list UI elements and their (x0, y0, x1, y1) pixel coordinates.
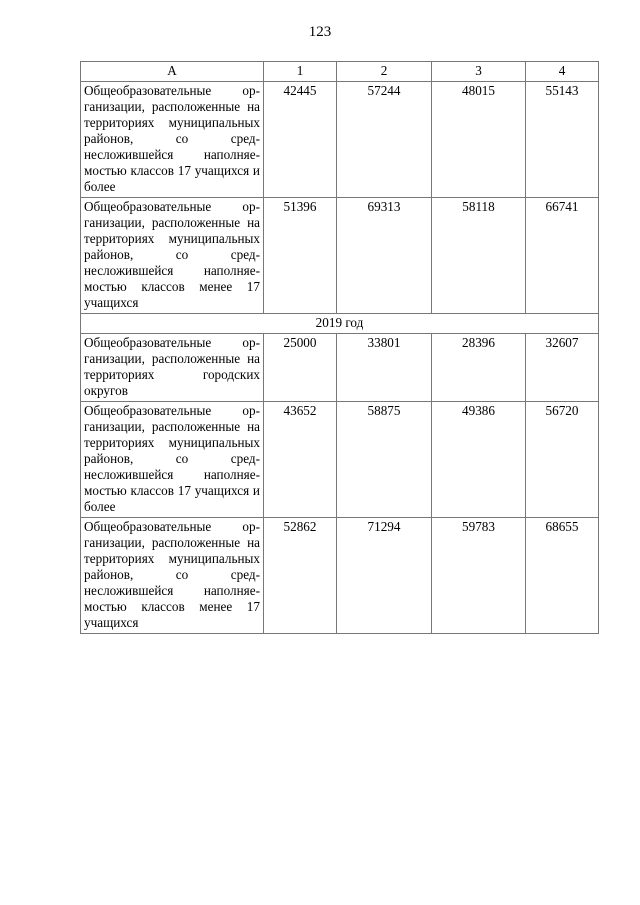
table-row (81, 334, 599, 402)
table-row (81, 82, 599, 198)
table-row (81, 198, 599, 314)
table-cell: 43652 (264, 402, 337, 518)
table-cell: 68655 (526, 518, 599, 634)
table-cell: 42445 (264, 82, 337, 198)
column-header-1: 1 (264, 62, 337, 82)
table-cell: 58118 (432, 198, 526, 314)
row-label: Общеобразовательные организации, расположенные на территориях муниципальных районов, со среднесложившейся наполняемостью классов 17 учащихся и более (81, 82, 264, 198)
table-cell: 55143 (526, 82, 599, 198)
table-row (81, 402, 599, 518)
table-cell: 48015 (432, 82, 526, 198)
year-label: 2019 год (81, 314, 599, 334)
column-header-a: А (81, 62, 264, 82)
table-cell: 25000 (264, 334, 337, 402)
page-number: 123 (308, 24, 332, 40)
table-cell: 69313 (337, 198, 432, 314)
table-cell: 52862 (264, 518, 337, 634)
row-label: Общеобразовательные организации, расположенные на территориях муниципальных районов, со среднесложившейся наполняемостью классов менее 17 учащихся (81, 518, 264, 634)
year-row (81, 314, 599, 334)
row-label: Общеобразовательные организации, расположенные на территориях городских округов (81, 334, 264, 402)
table-cell: 56720 (526, 402, 599, 518)
table-row (81, 518, 599, 634)
row-label: Общеобразовательные организации, расположенные на территориях муниципальных районов, со среднесложившейся наполняемостью классов менее 17 учащихся (81, 198, 264, 314)
header-row (81, 62, 599, 82)
table-cell: 71294 (337, 518, 432, 634)
table-cell: 28396 (432, 334, 526, 402)
table-cell: 49386 (432, 402, 526, 518)
table-cell: 58875 (337, 402, 432, 518)
column-header-4: 4 (526, 62, 599, 82)
row-label: Общеобразовательные организации, расположенные на территориях муниципальных районов, со среднесложившейся наполняемостью классов 17 учащихся и более (81, 402, 264, 518)
data-table (80, 61, 599, 634)
table-cell: 66741 (526, 198, 599, 314)
table-cell: 59783 (432, 518, 526, 634)
column-header-3: 3 (432, 62, 526, 82)
table-cell: 32607 (526, 334, 599, 402)
table-cell: 51396 (264, 198, 337, 314)
table-cell: 57244 (337, 82, 432, 198)
column-header-2: 2 (337, 62, 432, 82)
table-cell: 33801 (337, 334, 432, 402)
